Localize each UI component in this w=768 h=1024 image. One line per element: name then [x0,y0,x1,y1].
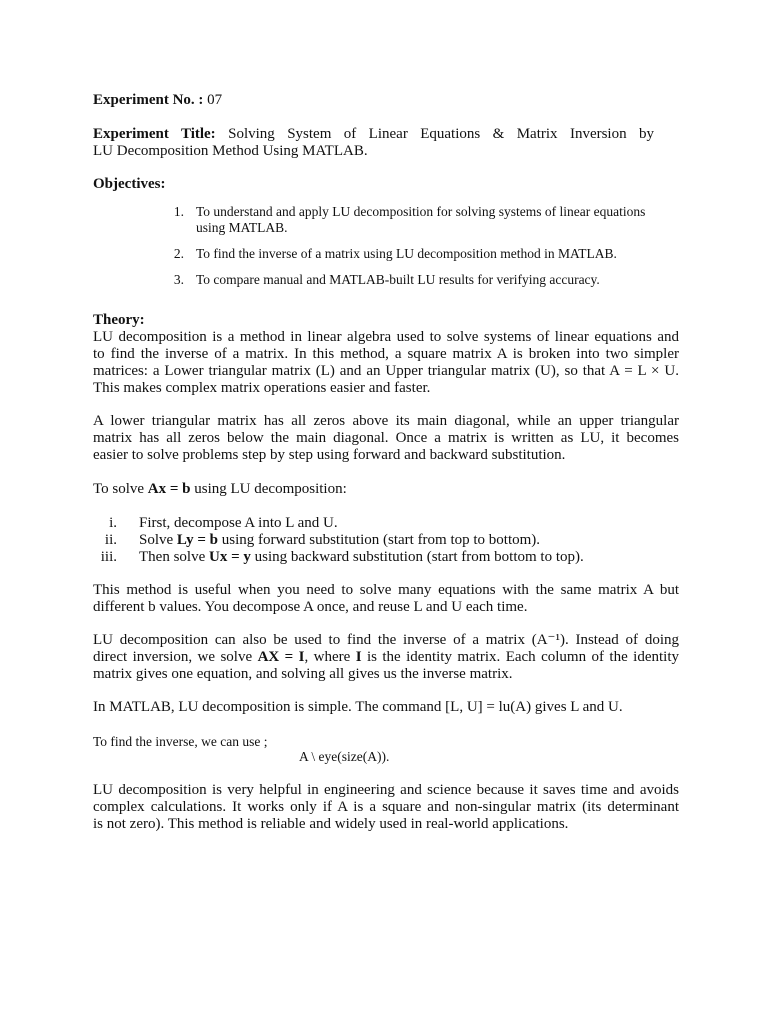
theory-p5: In MATLAB, LU decomposition is simple. The command [L, U] = lu(A) gives L and U. [93,699,623,715]
step-3-text [139,549,584,566]
theory-p3-line2: different b values. You decompose A once, and reuse L and U each time. [93,599,528,615]
solve-intro-equation: Ax = b [147,481,191,497]
inverse-intro: To find the inverse, we can use ; [93,734,268,749]
theory-p1-line2: to find the inverse of a matrix. In this method, a square matrix A is broken into two simpler [93,346,679,362]
step-2-text [139,532,540,549]
theory-p4-line2-post: is the identity matrix. Each column of the identity [361,649,679,665]
objective-1-line1: To understand and apply LU decomposition for solving systems of linear equations [196,204,646,219]
step-3-number: iii. [100,549,117,565]
theory-p1-line3: matrices: a Lower triangular matrix (L) and an Upper triangular matrix (U), so that A = L × U. [93,363,679,379]
step-1-text [139,515,338,532]
experiment-title-text-1: Solving System of Linear Equations & Matrix Inversion by [228,126,655,142]
objective-1-number: 1. [173,204,184,219]
theory-p6-line1: LU decomposition is very helpful in engineering and science because it saves time and avoids [93,782,679,798]
theory-p4-line3: matrix gives one equation, and solving all gives us the inverse matrix. [93,666,513,682]
step-2-pre: Solve [139,532,177,548]
theory-p2-line3: easier to solve problems step by step using forward and backward substitution. [93,447,566,463]
step-2-post: using forward substitution (start from top to bottom). [218,532,541,548]
experiment-number-label: Experiment No. : [93,92,204,108]
theory-p1-line1: LU decomposition is a method in linear algebra used to solve systems of linear equations and [93,329,679,345]
inverse-command: A \ eye(size(A)). [299,749,390,764]
theory-p2-line1: A lower triangular matrix has all zeros above its main diagonal, while an upper triangular [93,413,679,429]
experiment-number [93,92,222,109]
step-3-post: using backward substitution (start from bottom to top). [250,549,584,565]
solve-intro-post: using LU decomposition: [190,481,347,497]
theory-p4-line1: LU decomposition can also be used to find the inverse of a matrix (A⁻¹). Instead of doing [93,632,679,648]
objectives-heading [93,176,165,193]
theory-p6-line2: complex calculations. It works only if A is a square and non-singular matrix (its determinant [93,799,679,815]
solve-intro-pre: To solve [93,481,148,497]
objective-1-line2: using MATLAB. [196,220,288,235]
step-3-pre: Then solve [139,549,209,565]
theory-p1-line4: This makes complex matrix operations easier and faster. [93,380,431,396]
theory-heading-text: Theory: [93,312,145,328]
theory-heading [93,312,145,329]
step-1-pre: First, decompose A into L and U. [139,515,338,531]
solve-intro [93,481,347,498]
experiment-title-label: Experiment Title: [93,126,216,142]
objective-2-line1: To find the inverse of a matrix using LU decomposition method in MATLAB. [196,246,617,261]
theory-p6-line3: is not zero). This method is reliable and widely used in real-world applications. [93,816,569,832]
objective-2-number: 2. [173,246,184,261]
step-2-number: ii. [104,532,117,548]
objective-3-number: 3. [173,272,184,287]
objective-3-line1: To compare manual and MATLAB-built LU results for verifying accuracy. [196,272,600,287]
theory-p3-line1: This method is useful when you need to solve many equations with the same matrix A but [93,582,679,598]
experiment-title-line2: LU Decomposition Method Using MATLAB. [93,143,368,159]
step-3-equation: Ux = y [208,549,251,565]
experiment-number-value: 07 [207,92,223,108]
step-1-number: i. [109,515,117,531]
objectives-heading-text: Objectives: [93,176,166,192]
theory-p4-line2-mid: , where [304,649,356,665]
theory-p4-identity: I [355,649,362,665]
theory-p4-line2-pre: direct inversion, we solve [93,649,258,665]
experiment-title-line1 [93,126,654,143]
theory-p2-line2: matrix has all zeros below the main diagonal. Once a matrix is written as LU, it becomes [93,430,679,446]
theory-p4-line2 [93,649,679,666]
step-2-equation: Ly = b [176,532,218,548]
theory-p4-equation: AX = I [257,649,305,665]
